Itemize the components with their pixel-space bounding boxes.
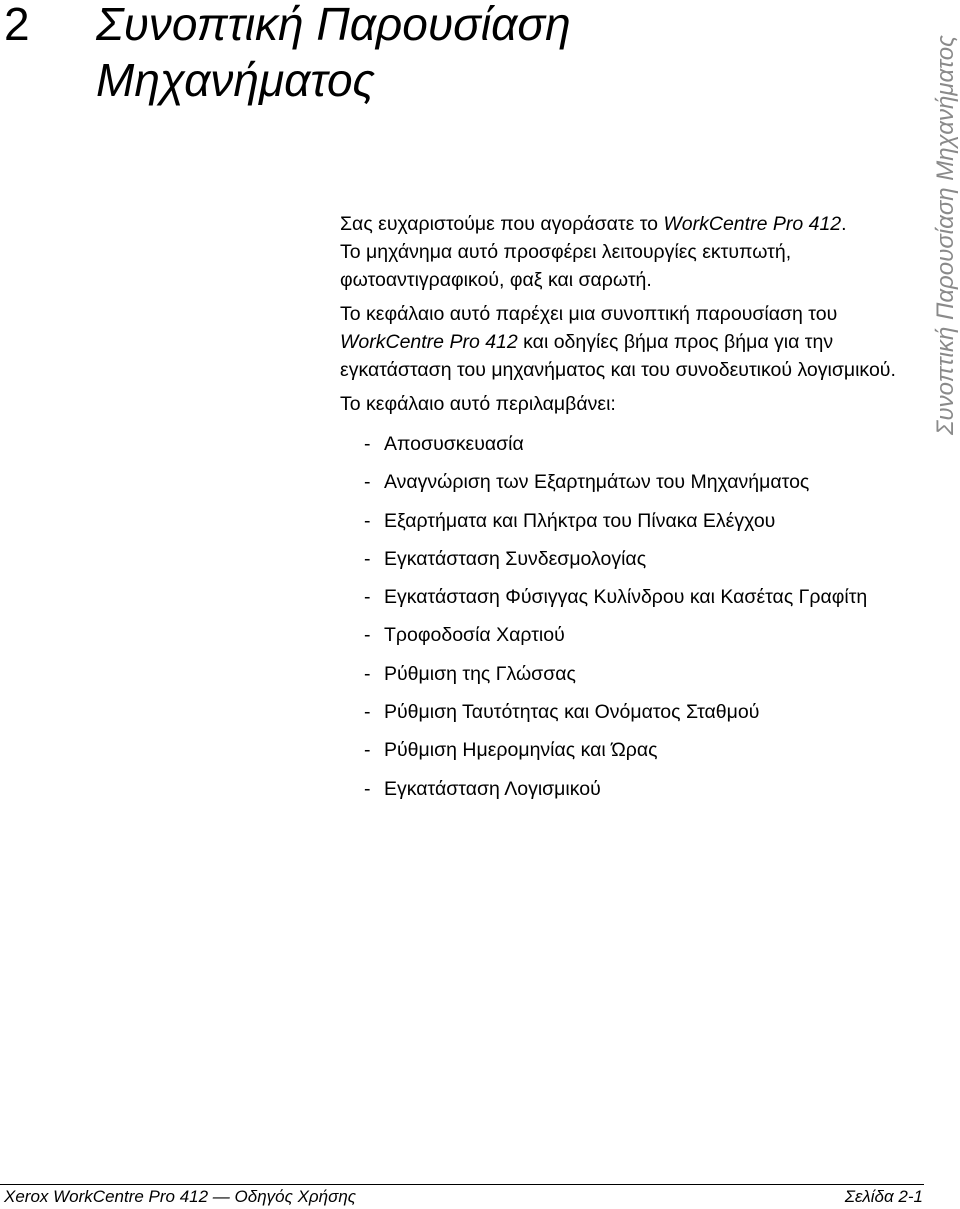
- footer-divider: [0, 1184, 924, 1185]
- list-dash: -: [364, 739, 371, 762]
- list-dash: -: [364, 624, 371, 647]
- topic-item: [364, 660, 920, 698]
- topic-label: Εγκατάσταση Συνδεσμολογίας: [384, 547, 647, 570]
- intro-p1-text-a: Σας ευχαριστούμε που αγοράσατε το: [340, 213, 664, 235]
- topic-item: [364, 775, 920, 813]
- topic-label: Αποσυσκευασία: [384, 433, 524, 455]
- topic-item: [364, 507, 920, 545]
- topic-item: [364, 583, 920, 621]
- list-dash: -: [364, 662, 371, 685]
- topic-label: Εγκατάσταση Φύσιγγας Κυλίνδρου και Κασέτας Γραφίτη: [384, 586, 868, 609]
- topic-item: [364, 545, 920, 583]
- chapter-body: [340, 210, 920, 813]
- intro-p3-text-b: και οδηγίες βήμα προς βήμα για την εγκατάσταση του μηχανήματος και του συνοδευτικού λογισμικού.: [340, 331, 896, 381]
- product-name: WorkCentre Pro 412: [663, 213, 842, 235]
- intro-p1-text-b: .: [841, 213, 847, 235]
- chapter-title: [96, 0, 856, 108]
- topic-item: [364, 468, 920, 506]
- footer-document-title: Xerox WorkCentre Pro 412 — Οδηγός Χρήσης: [4, 1187, 357, 1206]
- intro-paragraph-1: [340, 210, 920, 238]
- topic-label: Ρύθμιση της Γλώσσας: [384, 662, 576, 685]
- chapter-title-line2: Μηχανήματος: [96, 54, 375, 106]
- intro-paragraph-3: [340, 300, 920, 384]
- chapter-topic-list: [364, 430, 920, 813]
- intro-p3-text-a: Το κεφάλαιο αυτό παρέχει μια συνοπτική παρουσίαση του: [340, 303, 838, 325]
- side-tab-chapter-label: Συνοπτική Παρουσίαση Μηχανήματος: [932, 35, 959, 435]
- list-dash: -: [364, 509, 371, 532]
- list-dash: -: [364, 471, 371, 494]
- topic-item: [364, 621, 920, 659]
- list-dash: -: [364, 586, 371, 609]
- footer-page-number: Σελίδα 2-1: [844, 1187, 923, 1206]
- intro-paragraph-2: Το μηχάνημα αυτό προσφέρει λειτουργίες εκτυπωτή, φωτοαντιγραφικού, φαξ και σαρωτή.: [340, 241, 792, 291]
- intro-paragraph-4: Το κεφάλαιο αυτό περιλαμβάνει:: [340, 393, 616, 415]
- chapter-title-line1: Συνοπτική Παρουσίαση: [96, 0, 571, 50]
- product-name: WorkCentre Pro 412: [340, 331, 518, 353]
- topic-label: Ρύθμιση Ταυτότητας και Ονόματος Σταθμού: [384, 701, 760, 724]
- topic-item: [364, 698, 920, 736]
- list-dash: -: [364, 433, 371, 455]
- topic-label: Εξαρτήματα και Πλήκτρα του Πίνακα Ελέγχου: [384, 509, 776, 532]
- list-dash: -: [364, 547, 371, 570]
- topic-item: [364, 430, 920, 468]
- topic-item: [364, 736, 920, 774]
- topic-label: Αναγνώριση των Εξαρτημάτων του Μηχανήματος: [384, 471, 810, 494]
- topic-label: Ρύθμιση Ημερομηνίας και Ώρας: [384, 739, 658, 762]
- list-dash: -: [364, 777, 371, 800]
- chapter-number: 2: [4, 0, 30, 50]
- topic-label: Τροφοδοσία Χαρτιού: [384, 624, 565, 647]
- topic-label: Εγκατάσταση Λογισμικού: [384, 777, 601, 800]
- list-dash: -: [364, 701, 371, 724]
